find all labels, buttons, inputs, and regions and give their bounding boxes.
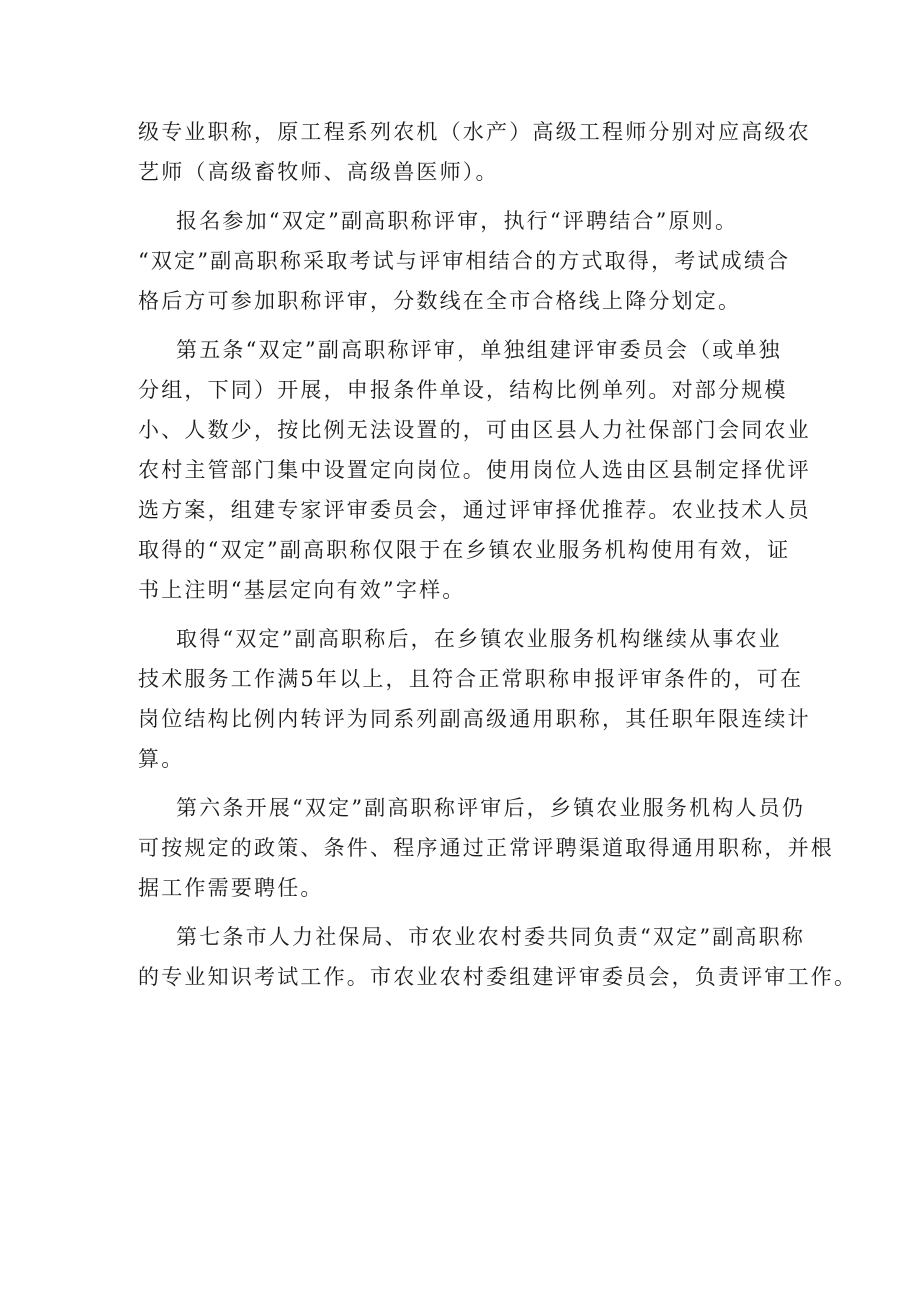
text-line: 分组，下同）开展，申报条件单设，结构比例单列。对部分规模 (138, 378, 788, 402)
text-line: 的专业知识考试工作。市农业农村委组建评审委员会，负责评审工作。 (138, 965, 858, 989)
paragraph-6 (138, 917, 858, 997)
text-line: 第五条“双定”副高职称评审，单独组建评审委员会（或单独 (176, 338, 782, 362)
text-line: 选方案，组建专家评审委员会，通过评审择优推荐。农业技术人员 (138, 498, 811, 522)
text-line: 据工作需要聘任。 (138, 876, 324, 900)
text-line: 格后方可参加职称评审，分数线在全市合格线上降分划定。 (138, 289, 742, 313)
text-line: 可按规定的政策、条件、程序通过正常评聘渠道取得通用职称，并根 (138, 836, 834, 860)
text-line: “双定”副高职称采取考试与评审相结合的方式取得，考试成绩合 (138, 249, 791, 273)
text-line: 小、人数少，按比例无法设置的，可由区县人力社保部门会同农业 (138, 418, 811, 442)
text-line: 第七条市人力社保局、市农业农村委共同负责“双定”副高职称 (176, 925, 806, 949)
text-line: 岗位结构比例内转评为同系列副高级通用职称，其任职年限连续计 (138, 707, 811, 731)
text-line: 取得的“双定”副高职称仅限于在乡镇农业服务机构使用有效，证 (138, 538, 791, 562)
text-line: 技术服务工作满5年以上，且符合正常职称申报评审条件的，可在 (138, 667, 804, 691)
text-line: 第六条开展“双定”副高职称评审后，乡镇农业服务机构人员仍 (176, 796, 806, 820)
paragraph-1 (138, 112, 811, 192)
text-line: 报名参加“双定”副高职称评审，执行“评聘结合”原则。 (176, 209, 739, 233)
paragraph-3 (138, 330, 811, 610)
document-body (138, 112, 858, 1006)
text-line: 艺师（高级畜牧师、高级兽医师）。 (138, 160, 499, 184)
paragraph-5 (138, 788, 834, 908)
text-line: 取得“双定”副高职称后，在乡镇农业服务机构继续从事农业 (176, 627, 782, 651)
paragraph-2 (138, 201, 791, 321)
text-line: 级专业职称，原工程系列农机（水产）高级工程师分别对应高级农 (138, 120, 811, 144)
text-line: 算。 (138, 747, 185, 771)
paragraph-4 (138, 619, 811, 779)
text-line: 农村主管部门集中设置定向岗位。使用岗位人选由区县制定择优评 (138, 458, 811, 482)
text-line: 书上注明“基层定向有效”字样。 (138, 578, 466, 602)
